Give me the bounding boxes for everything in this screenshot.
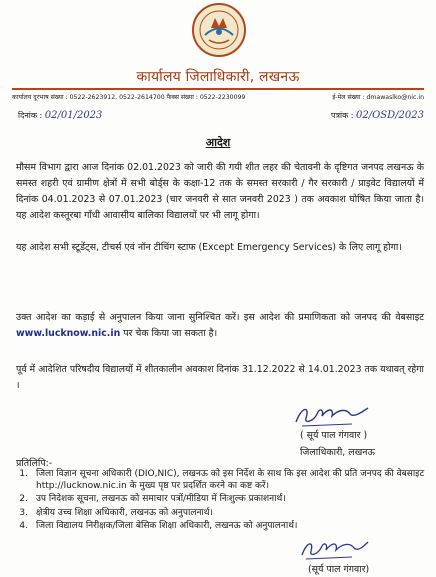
list-item-text: जिला विज्ञान सूचना अधिकारी (DIO,NIC), लखनऊ को इस निर्देश के साथ कि इस आदेश की प्रति जनपद की वेबसाइट http://lucknow.nic.in के मुख्य पृष्ठ पर प्रदर्शित करने का कष्ट करें।: [36, 469, 425, 492]
order-paragraph-3: [16, 310, 424, 342]
date-label: दिनांक :: [18, 111, 43, 120]
handwritten-signature: [298, 537, 370, 563]
office-contact-numbers: कार्यालय दूरभाष संख्या : 0522-2623912, 0522-2614700 फैक्स संख्या : 0522-2230099: [12, 94, 246, 101]
order-reference: [331, 110, 424, 121]
date-value: 02/01/2023: [44, 110, 103, 121]
order-heading: आदेश: [205, 136, 231, 149]
list-item: [10, 468, 430, 492]
signatory-name-copy: (सूर्य पाल गंगवार): [308, 564, 370, 575]
header-divider: [12, 88, 424, 90]
signatory-designation: जिलाधिकारी, लखनऊ: [300, 447, 375, 458]
order-paragraph-1: मौसम विभाग द्वारा आज दिनांक 02.01.2023 को जारी की गयी शीत लहर की चेतावनी के दृष्टिगत जनपद लखनऊ के समस्त शहरी एवं ग्रामीण क्षेत्रों में सभी बोर्ड्स के कक्षा-12 तक के समस्त सरकारी / गैर सरकारी / प्राइवेट विद्यालयों में दिनांक 04.01.2023 से 07.01.2023 (चार जनवरी से सात जनवरी 2023 ) तक अवकाश घोषित किया जाता है। यह आदेश कस्तूरबा गाँधी आवासीय बालिका विद्यालयों पर भी लागू होगा।: [16, 162, 424, 221]
up-government-emblem-icon: [191, 2, 247, 58]
list-item-text: उप निदेशक सूचना, लखनऊ को समाचार पत्रों/मीडिया में निःशुल्क प्रकाशनार्थ।: [36, 494, 286, 505]
copy-to-list: [10, 468, 430, 533]
list-item-text: क्षेत्रीय उच्च शिक्षा अधिकारी, लखनऊ को अनुपालनार्थ।: [36, 507, 213, 518]
signatory-name: ( सूर्य पाल गंगवार ): [300, 430, 368, 441]
order-date: [18, 110, 102, 121]
list-item: [10, 493, 430, 505]
handwritten-signature: [292, 402, 372, 430]
list-item: [10, 507, 430, 519]
list-item-number: 2.: [19, 494, 28, 505]
list-item-text: जिला विद्यालय निरीक्षक/जिला बेसिक शिक्षा अधिकारी, लखनऊ को अनुपालनार्थ।: [36, 520, 298, 531]
list-item-number: 1.: [19, 469, 28, 479]
paragraph-3-text-start: उक्त आदेश का कड़ाई से अनुपालन किया जाना सुनिश्चित करें। इस आदेश की प्रमाणिकता को जनपद की वेबसाइट: [16, 312, 424, 323]
list-item: [10, 520, 430, 532]
office-email: ई-मेल संख्या : dmawaslko@nic.in: [332, 94, 424, 101]
copy-to-label: प्रतिलिपि:-: [16, 458, 53, 469]
list-item-number: 3.: [19, 507, 28, 518]
order-paragraph-4: पूर्व में आदेशित परिषदीय विद्यालयों में शीतकालीन अवकाश दिनांक 31.12.2022 से 14.01.2023 तक यथावत् रहेगा ।: [16, 364, 424, 391]
district-website-link[interactable]: www.lucknow.nic.in: [16, 328, 121, 339]
list-item-number: 4.: [19, 520, 28, 531]
reference-value: 02/OSD/2023: [356, 110, 424, 121]
paragraph-3-text-end: पर चेक किया जा सकता है।: [120, 328, 218, 339]
reference-label: पत्रांक :: [331, 111, 354, 120]
order-paragraph-2: यह आदेश सभी स्टूडेंट्स, टीचर्स एवं नॉन टीचिंग स्टाफ (Except Emergency Services) के लिए लागू होगा।: [16, 242, 402, 253]
office-title: कार्यालय जिलाधिकारी, लखनऊ: [136, 69, 300, 85]
